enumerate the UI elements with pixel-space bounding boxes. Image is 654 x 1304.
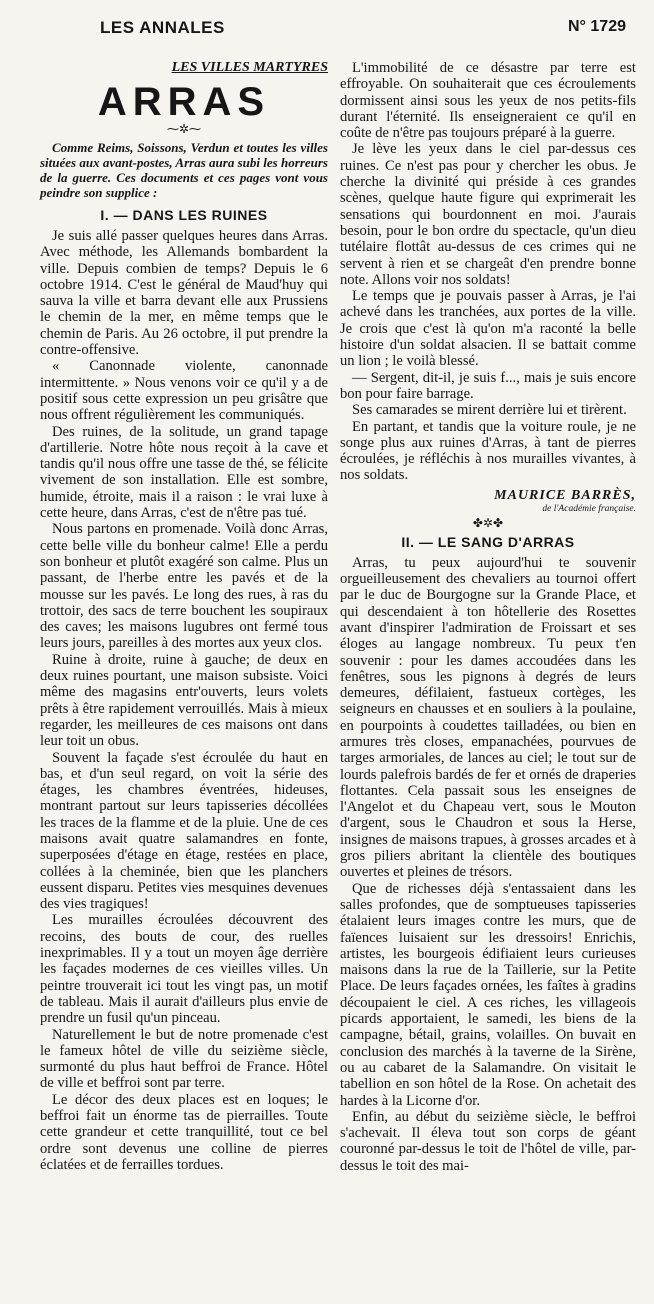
- article-intro: Comme Reims, Soissons, Verdun et toutes les villes situées aux avant-postes, Arras aura subi les horreurs de la guerre. Ces documents et ces pages vont vous peindre son supplice :: [40, 140, 328, 200]
- section-heading-2: II. — LE SANG D'ARRAS: [401, 533, 575, 550]
- series-title: LES VILLES MARTYRES: [171, 60, 328, 75]
- paragraph: Le décor des deux places est en loques; le beffroi fait un énorme tas de pierrailles. Toute cette grandeur et cette tranquillité, tout ce bel ordre sont devenus une colline de pierres éclatées et de ferrailles tordues.: [40, 1091, 328, 1173]
- author-affiliation: de l'Académie française.: [542, 503, 636, 514]
- left-column: [40, 60, 328, 1173]
- paragraph: Souvent la façade s'est écroulée du haut en bas, et d'un seul regard, on voit la série des étages, les chambres éventrées, hideuses, montrant partout sur leurs tapisseries décollées les traces de la flamme et de la pluie. Une de ces maisons avait quatre salamandres en fonte, superposées d'étage en étage, restées en place, collées à la cheminée, bien que les planchers eussent disparu. Petites vies mesquines devenues des vies tragiques!: [40, 749, 328, 913]
- paragraph: Ruine à droite, ruine à gauche; de deux en deux ruines pourtant, une maison subsiste. Voici même des magasins entr'ouverts, leurs volets prêts à être rapidement verrouillés. Mais à mieux regarder, les meilleures de ces maisons ont dans leur toit un obus.: [40, 651, 328, 750]
- issue-number: N° 1729: [568, 18, 626, 35]
- paragraph: Ses camarades se mirent derrière lui et tirèrent.: [352, 402, 627, 419]
- paragraph: L'immobilité de ce désastre par terre est effroyable. On souhaiterait que ces écroulements dormissent ainsi sous les yeux de nos petits-fils durant l'éternité. Ils enseigneraient ce qu'il en coûte de n'être pas toujours préparé à la guerre.: [340, 60, 636, 142]
- section-heading-1: I. — DANS LES RUINES: [100, 207, 268, 223]
- paragraph: — Sergent, dit-il, je suis f..., mais je suis encore bon pour faire barrage.: [340, 369, 636, 402]
- paragraph: Que de richesses déjà s'entassaient dans les salles profondes, que de somptueuses tapisseries étalaient leurs images contre les murs, que de faïences luisaient sur les dressoirs! Enrichis, artistes, les bourgeois édifiaient leurs curieuses maisons dans la rue de la Taillerie, sur la Petite Place. De leurs façades ornées, les faîtes à gradins découpaient le ciel. A ces riches, les villageois picards apportaient, le samedi, les biens de la campagne, bétail, grains, volailles. On buvait en conclusion des marchés à la taverne de la Sirène, ou au cabaret de la Salamandre. On visitait le tabellion en son hôtel de la Rose. On achetait des hardes à la Licorne d'or.: [340, 880, 636, 1109]
- paragraph: « Canonnade violente, canonnade intermittente. » Nous venons voir ce qu'il y a de positif sous cette expression un peu grisâtre que nous offrent régulièrement les communiqués.: [40, 358, 328, 424]
- paragraph: Nous partons en promenade. Voilà donc Arras, cette belle ville du bonheur calme! Elle a perdu son bonheur et plutôt exagéré son calme. Plus un passant, de l'herbe entre les pavés et de la mousse sur les pavés. Le long des rues, à ras du trottoir, des sacs de terre bouchent les soupiraux des caves; les maisons lugubres ont fermé tous leurs jours, pareilles à des mortes aux yeux clos.: [40, 521, 328, 652]
- paragraph: Des ruines, de la solitude, un grand tapage d'artillerie. Notre hôte nous reçoit à la cave et tandis qu'il nous offre une tasse de thé, se félicite vivement de son installation. Elle est sombre, humide, étroite, mais il a raison : le vrai luxe à cette heure, dans Arras, c'est de n'être pas tué.: [40, 423, 328, 522]
- paragraph: Je suis allé passer quelques heures dans Arras. Avec méthode, les Allemands bombardent la ville. Depuis combien de temps? Depuis le 6 octobre 1914. C'est le général de Maud'huy qui sauva la ville et barra devant elle aux Prussiens le chemin de la mer, en même temps que le chemin de Paris. Au 26 octobre, il put prendre la contre-offensive.: [40, 228, 328, 359]
- paragraph: Les murailles écroulées découvrent des recoins, des bouts de cour, des ruelles inexprimables. Il y a tout un moyen âge derrière les façades modernes de ces vieilles villes. Un peintre trouverait ici tout les vingt pas, un motif de tableau. Mais il aurait d'ailleurs plus envie de prendre un fusil qu'un pinceau.: [40, 912, 328, 1027]
- article-title: ARRAS: [97, 80, 271, 124]
- paragraph: Arras, tu peux aujourd'hui te souvenir orgueilleusement des chevaliers au tournoi offert par le duc de Bourgogne sur la Grande Place, et qui descendaient à ton hôtellerie des Rosettes avant d'inspirer l'admiration de Froissart et ses éloges au langage nombreux. Tu peux t'en souvenir : pour les dames accoudées dans les fenêtres, sous les pignons à degrés de leurs demeures, défilaient, fastueux cortèges, les seigneurs en chausses et en souliers à la poulaine, en pourpoints à coudettes tailladées, ou bien en armures très closes, empanachées, pourvues de targes armoriales, de lances au ciel; le tout sur de lourds palefrois bardés de fer et ornés de draperies flottantes. Cela passait sous les enseignes de l'Angelot et du Chapeau vert, sous le Mouton d'argent, sous le Chaudron et sous la Herse, insignes de maisons trapues, à grosses arcades et à gros piliers abritant la clientèle des boutiques ouvertes et pleines de trésors.: [340, 554, 636, 881]
- paragraph: Enfin, au début du seizième siècle, le beffroi s'achevait. Il éleva tout son corps de géant couronné par-dessus le toit de l'hôtel de ville, par-dessus le toit des mai-: [340, 1108, 636, 1174]
- paragraph: En partant, et tandis que la voiture roule, je ne songe plus aux ruines d'Arras, à tant de pierres écroulées, je réfléchis à nos murailles vivantes, à nos soldats.: [340, 418, 636, 484]
- page-header: [100, 18, 626, 40]
- journal-name: LES ANNALES: [100, 18, 225, 37]
- paragraph: Naturellement le but de notre promenade c'est le fameux hôtel de ville du seizième siècle, surmonté du plus haut beffroi de France. Hôtel de ville et beffroi sont par terre.: [40, 1026, 328, 1092]
- paragraph: Le temps que je pouvais passer à Arras, je l'ai achevé dans les tranchées, aux portes de la ville. Je crois que c'est là qu'on m'a raconté la belle histoire d'un soldat alsacien. Il se battait comme un lion ; le voilà blessé.: [340, 288, 636, 370]
- right-column: [340, 60, 636, 1174]
- section-ornament: ✤✲✤: [472, 515, 504, 530]
- title-ornament: ⁓✲⁓: [166, 122, 202, 136]
- paragraph: Je lève les yeux dans le ciel par-dessus ces ruines. Ce n'est pas pour y chercher les obus. Je cherche la divinité qui préside à ces grandes scènes, quelque haute figure qui exprimerait les sensations qui bourdonnent en moi. J'aurais besoin, pour le bon ordre du spectacle, qu'un dieu tutélaire flottât au-dessus de ces crimes qui ne servent à rien et se chargeât d'en prendre bonne note. Allons voir nos soldats!: [340, 141, 636, 288]
- author-signature: MAURICE BARRÈS,: [494, 487, 636, 503]
